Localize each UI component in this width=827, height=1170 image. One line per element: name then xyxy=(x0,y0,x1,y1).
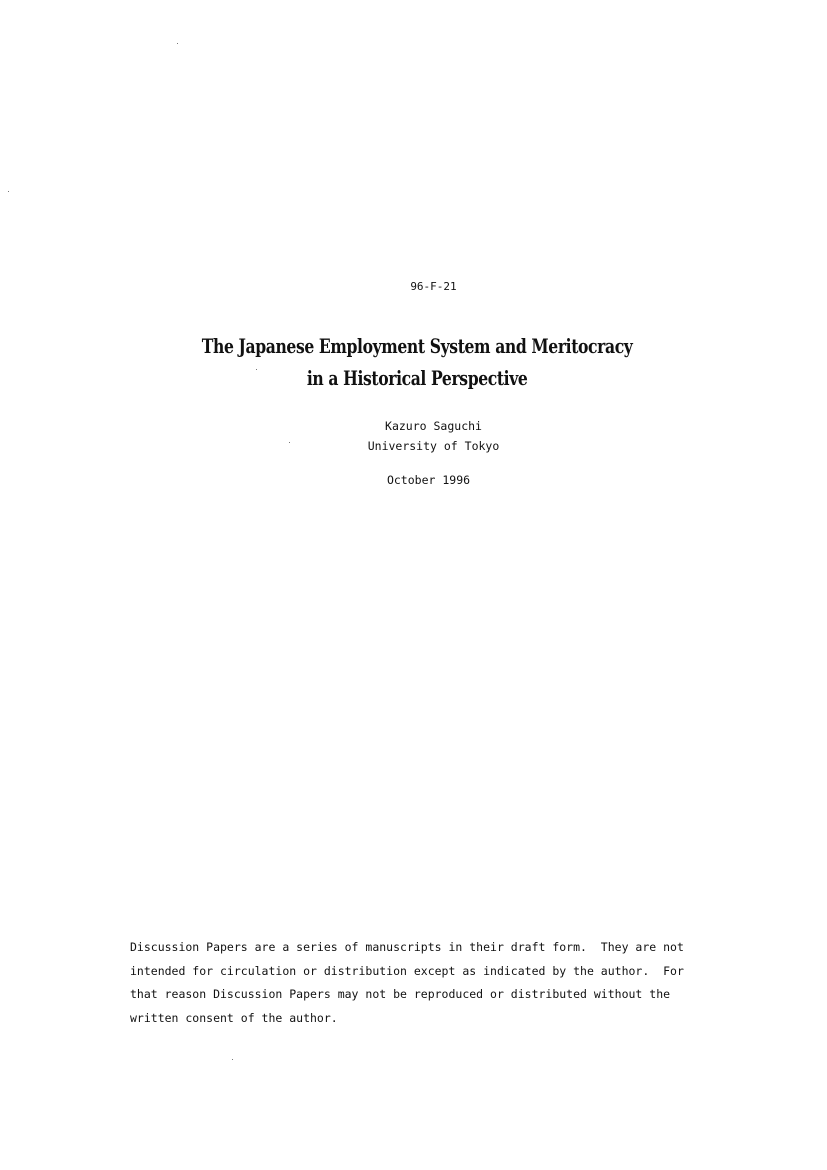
paper-title xyxy=(95,330,740,394)
title-line: in a Historical Perspective xyxy=(306,366,528,390)
scan-speck xyxy=(8,191,9,192)
scan-speck xyxy=(232,1059,233,1060)
publication-date: October 1996 xyxy=(386,473,471,487)
disclaimer-line: Discussion Papers are a series of manuscripts in their draft form. They are not xyxy=(130,940,684,954)
scan-speck xyxy=(177,43,178,44)
title-line: The Japanese Employment System and Meritocracy xyxy=(201,334,633,358)
disclaimer-line: that reason Discussion Papers may not be reproduced or distributed without the xyxy=(130,987,671,1001)
disclaimer-line: intended for circulation or distribution except as indicated by the author. For xyxy=(130,963,684,978)
author-block xyxy=(0,416,827,456)
author-name: Kazuro Saguchi xyxy=(385,419,482,433)
disclaimer-notice xyxy=(130,936,720,1030)
disclaimer-line: written consent of the author. xyxy=(130,1010,338,1025)
paper-number: 96-F-21 xyxy=(410,280,457,293)
author-affiliation: University of Tokyo xyxy=(367,439,500,453)
